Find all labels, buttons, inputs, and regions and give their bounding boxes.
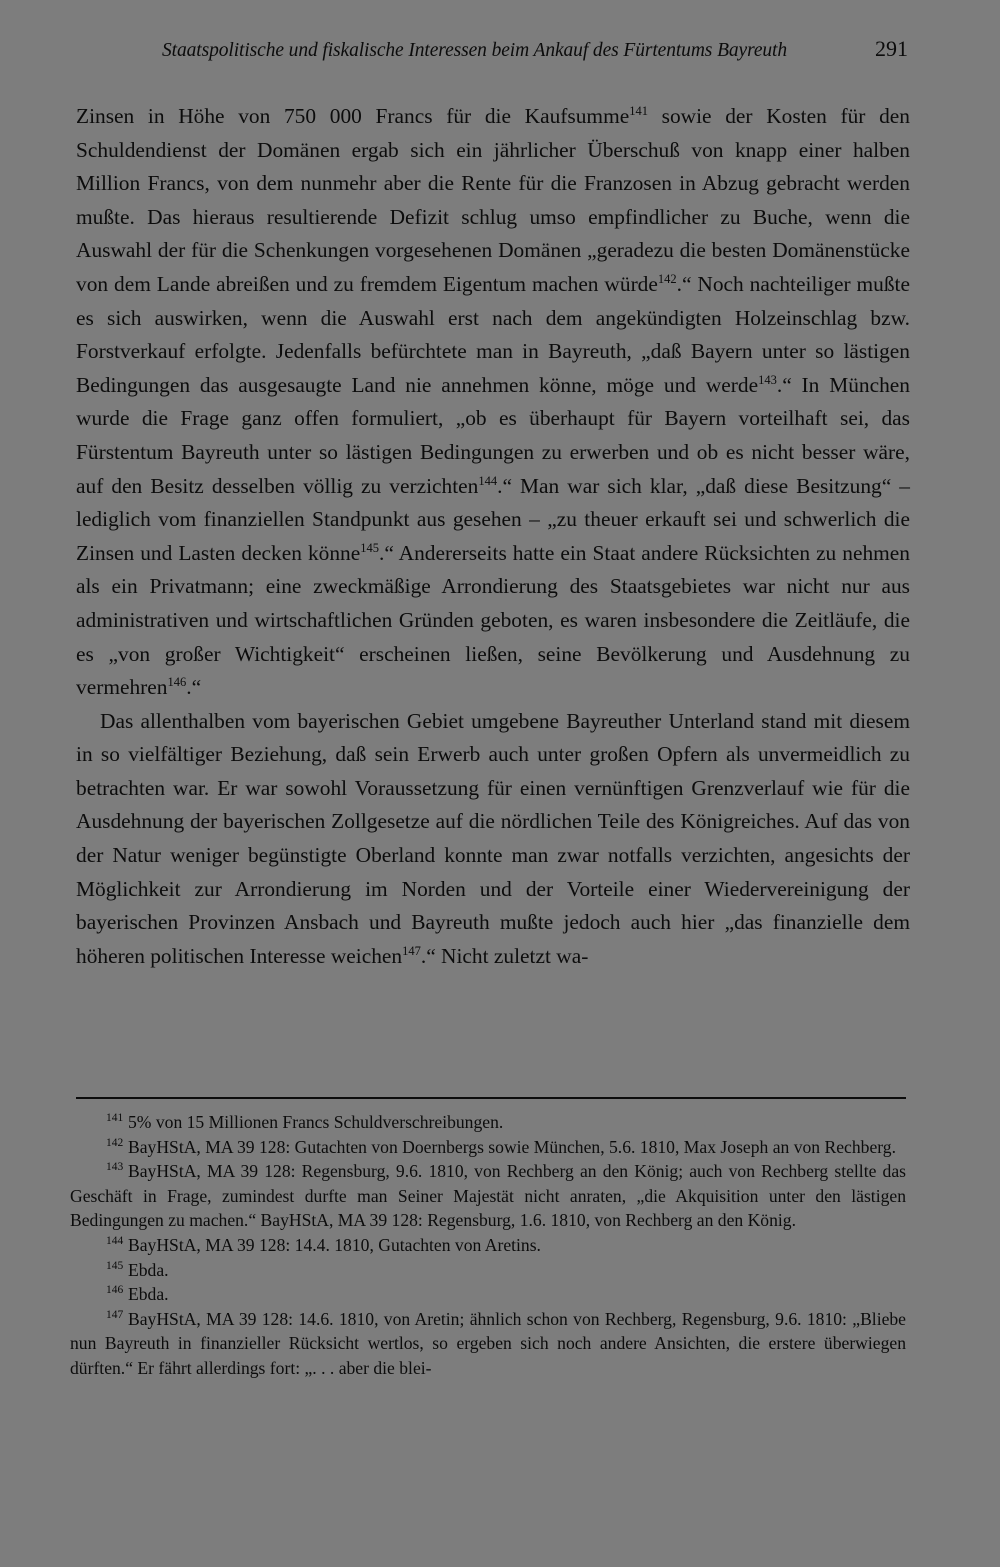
text-run: .“ In München wurde die Frage ganz offen formuliert, „ob es überhaupt für Bayern vorteilhaft sei, das Fürstentum Bayreuth unter so lästigen Bedingungen zu erwerben und ob es nicht besser wäre, auf den Besitz desselben völlig zu verzichten <box>76 372 911 498</box>
footnote-ref: 147 <box>402 943 421 958</box>
footnote-ref: 146 <box>167 674 187 689</box>
footnote-text: BayHStA, MA 39 128: Regensburg, 9.6. 1810, von Rechberg an den König; auch von Rechberg stellte das Geschäft in Frage, zumindest durfte man Seiner Majestät nicht anraten, „die Akquisition unter den lästigen Bedingungen zu machen.“ BayHStA, MA 39 128: Regensburg, 1.6. 1810, von Rechberg an den König. <box>70 1161 906 1231</box>
page-number: 291 <box>875 36 908 61</box>
text-run: .“ <box>186 675 202 700</box>
running-title: Staatspolitische und fiskalische Interessen beim Ankauf des Fürtentums Bayreuth <box>162 40 788 61</box>
footnote-divider <box>76 1097 906 1099</box>
footnote-text: Ebda. <box>128 1284 169 1305</box>
footnote-ref: 143 <box>758 372 777 387</box>
footnote: 142 BayHStA, MA 39 128: Gutachten von Doernbergs sowie München, 5.6. 1810, Max Joseph an von Rechberg. <box>106 1136 896 1157</box>
text-run: Zinsen in Höhe von 750 000 Francs für die Kaufsumme <box>76 104 630 128</box>
paragraph <box>76 100 910 705</box>
footnote: 145 Ebda. <box>106 1259 169 1280</box>
footnote-ref: 142 <box>657 271 677 286</box>
footnote-ref: 145 <box>360 540 379 555</box>
footnote: 146 Ebda. <box>106 1284 169 1305</box>
footnote: 143 BayHStA, MA 39 128: Regensburg, 9.6. 1810, von Rechberg an den König; auch von Rechberg stellte das Geschäft in Frage, zumindest durfte man Seiner Majestät nicht anraten, „die Akquisition unter den lästigen Bedingungen zu machen.“ BayHStA, MA 39 128: Regensburg, 1.6. 1810, von Rechberg an den König. <box>70 1161 906 1231</box>
paragraph <box>76 705 910 974</box>
text-run: Das allenthalben vom bayerischen Gebiet umgebene Bayreuther Unterland stand mit diesem in so vielfältiger Beziehung, daß sein Erwerb auch unter großen Opfern als unvermeidlich zu betrachten war. Er war sowohl Voraussetzung für einen vernünftigen Grenzverlauf wie für die Ausdehnung der bayerischen Zollgesetze auf die nördlichen Teile des Königreiches. Auf das von der Natur weniger begünstigte Oberland konnte man zwar notfalls verzichten, angesichts der Möglichkeit zur Arrondierung im Norden und der Vorteile einer Wiedervereinigung der bayerischen Provinzen Ansbach und Bayreuth mußte jedoch auch hier „das finanzielle dem höheren politischen Interesse weichen <box>76 708 910 968</box>
footnote-text: BayHStA, MA 39 128: Gutachten von Doernbergs sowie München, 5.6. 1810, Max Joseph an von Rechberg. <box>128 1136 896 1157</box>
footnotes <box>70 1110 906 1381</box>
body-text <box>76 100 910 973</box>
running-head <box>162 36 908 62</box>
footnote: 147 BayHStA, MA 39 128: 14.6. 1810, von Aretin; ähnlich schon von Rechberg, Regensburg, 9.6. 1810: „Bliebe nun Bayreuth in finanzieller Rücksicht wertlos, so ergeben sich noch andere Ansichten, die erstere überwiegen dürften.“ Er fährt allerdings fort: „. . . aber die blei- <box>70 1308 906 1378</box>
footnote-text: Ebda. <box>128 1259 169 1280</box>
footnote-ref: 141 <box>629 103 648 118</box>
footnote-text: BayHStA, MA 39 128: 14.6. 1810, von Aretin; ähnlich schon von Rechberg, Regensburg, 9.6. 1810: „Bliebe nun Bayreuth in finanzieller Rücksicht wertlos, so ergeben sich noch andere Ansichten, die erstere überwiegen dürften.“ Er fährt allerdings fort: „. . . aber die blei- <box>70 1308 906 1378</box>
text-run: sowie der Kosten für den Schuldendienst der Domänen ergab sich ein jährlicher Überschuß von knapp einer halben Million Francs, von dem nunmehr aber die Rente für die Franzosen in Abzug gebracht werden mußte. Das hieraus resultierende Defizit schlug umso empfindlicher zu Buche, wenn die Auswahl der für die Schenkungen vorgesehenen Domänen „geradezu die besten Domänenstücke von dem Lande abreißen und zu fremdem Eigentum machen würde <box>76 104 910 296</box>
text-run: .“ Man war sich klar, „daß diese Besitzung“ – lediglich vom finanziellen Standpunkt aus gesehen – „zu theuer erkauft sei und schwerlich die Zinsen und Lasten decken könne <box>76 473 910 565</box>
text-run: .“ Nicht zuletzt wa- <box>420 943 589 968</box>
footnote-ref: 144 <box>478 473 498 488</box>
footnote: 141 5% von 15 Millionen Francs Schuldverschreibungen. <box>106 1112 504 1132</box>
footnote: 144 BayHStA, MA 39 128: 14.4. 1810, Gutachten von Aretins. <box>106 1234 541 1255</box>
footnote-text: BayHStA, MA 39 128: 14.4. 1810, Gutachten von Aretins. <box>128 1234 541 1255</box>
text-run: .“ Noch nachteiliger mußte es sich auswirken, wenn die Auswahl erst nach dem angekündigten Holzeinschlag bzw. Forstverkauf erfolgte. Jedenfalls befürchtete man in Bayreuth, „daß Bayern unter so lästigen Bedingungen das ausgesaugte Land nie annehmen könne, möge und werde <box>76 271 910 397</box>
text-run: .“ Andererseits hatte ein Staat andere Rücksichten zu nehmen als ein Privatmann; eine zweckmäßige Arrondierung des Staatsgebietes war nicht nur aus administrativen und wirtschaftlichen Gründen geboten, es waren insbesondere die Zeitläufe, die es „von großer Wichtigkeit“ erscheinen ließen, seine Bevölkerung und Ausdehnung zu vermehren <box>76 540 910 700</box>
footnote-text: 5% von 15 Millionen Francs Schuldverschreibungen. <box>128 1112 504 1132</box>
